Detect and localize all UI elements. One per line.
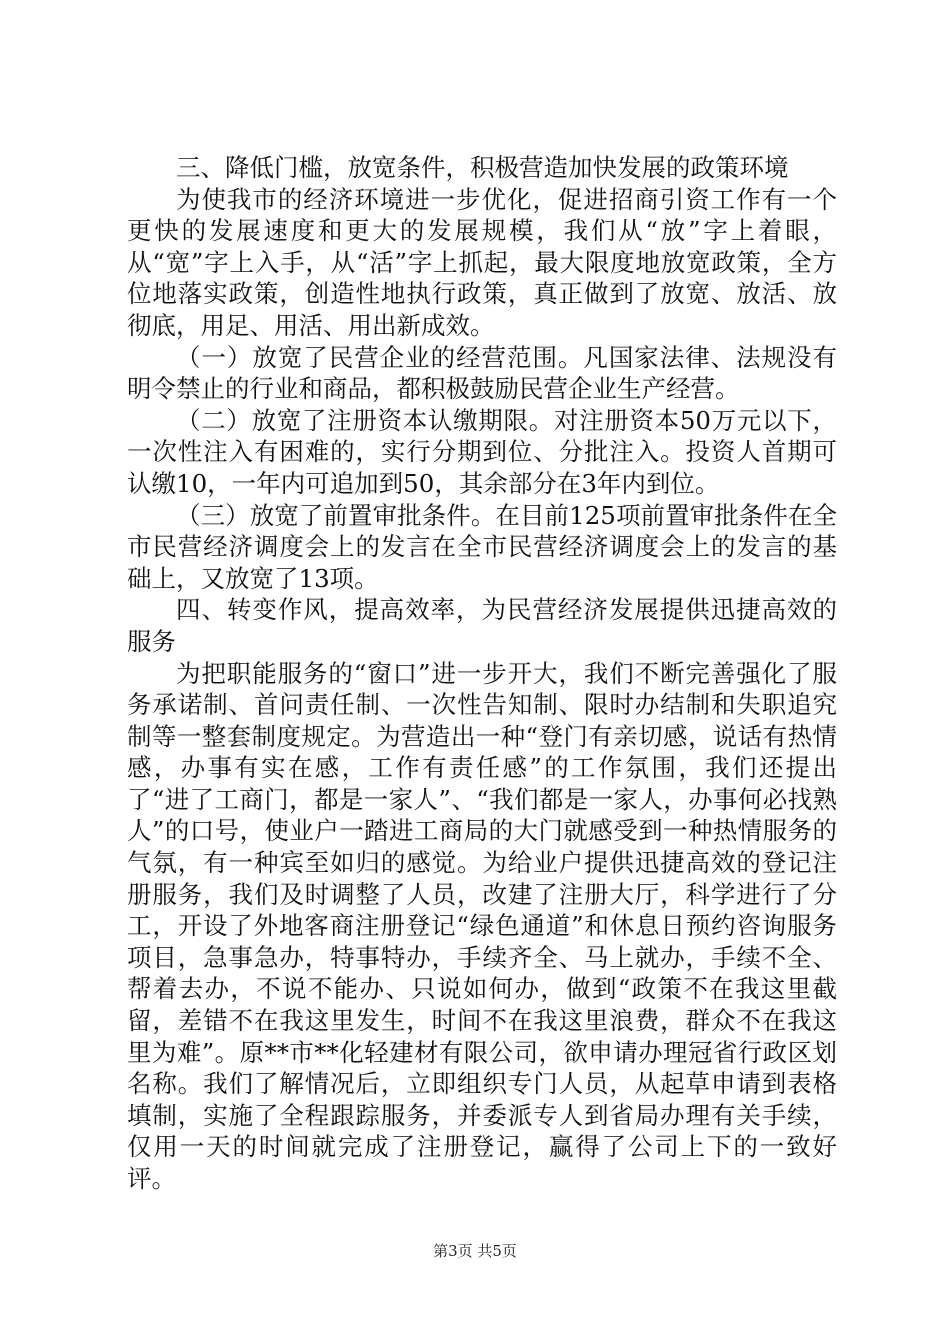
section-heading-3: 三、降低门槛，放宽条件，积极营造加快发展的政策环境 xyxy=(176,153,789,182)
section-heading-4: 四、转变作风，提高效率，为民营经济发展提供迅捷高效的服务 xyxy=(127,595,837,656)
document-body xyxy=(127,152,837,1195)
paragraph: 为把职能服务的“窗口”进一步开大，我们不断完善强化了服务承诺制、首问责任制、一次性告知制、限时办结制和失职追究制等一整套制度规定。为营造出一种“登门有亲切感，说话有热情感，办事有实在感，工作有责任感”的工作氛围，我们还提出了“进了工商门，都是一家人”、“我们都是一家人，办事何必找熟人”的口号，使业户一踏进工商局的大门就感受到一种热情服务的气氛，有一种宾至如归的感觉。为给业户提供迅捷高效的登记注册服务，我们及时调整了人员，改建了注册大厅，科学进行了分工，开设了外地客商注册登记“绿色通道”和休息日预约咨询服务项目，急事急办，特事特办，手续齐全、马上就办，手续不全、帮着去办，不说不能办、只说如何办，做到“政策不在我这里截留，差错不在我这里发生，时间不在我这里浪费，群众不在我这里为难”。原**市**化轻建材有限公司，欲申请办理冠省行政区划名称。我们了解情况后，立即组织专门人员，从起草申请到表格填制，实施了全程跟踪服务，并委派专人到省局办理有关手续，仅用一天的时间就完成了注册登记，赢得了公司上下的一致好评。 xyxy=(127,658,837,1193)
paragraph: （一）放宽了民营企业的经营范围。凡国家法律、法规没有明令禁止的行业和商品，都积极鼓励民营企业生产经营。 xyxy=(127,342,837,404)
paragraph: 为使我市的经济环境进一步优化，促进招商引资工作有一个更快的发展速度和更大的发展规模，我们从“放”字上着眼，从“宽”字上入手，从“活”字上抓起，最大限度地放宽政策，全方位地落实政策，创造性地执行政策，真正做到了放宽、放活、放彻底，用足、用活、用出新成效。 xyxy=(127,184,837,340)
paragraph: （二）放宽了注册资本认缴期限。对注册资本50万元以下，一次性注入有困难的，实行分期到位、分批注入。投资人首期可认缴10，一年内可追加到50，其余部分在3年内到位。 xyxy=(127,405,837,498)
paragraph: （三）放宽了前置审批条件。在目前125项前置审批条件在全市民营经济调度会上的发言在全市民营经济调度会上的发言的基础上，又放宽了13项。 xyxy=(127,500,837,593)
page-footer: 第3页 共5页 xyxy=(433,1242,517,1260)
